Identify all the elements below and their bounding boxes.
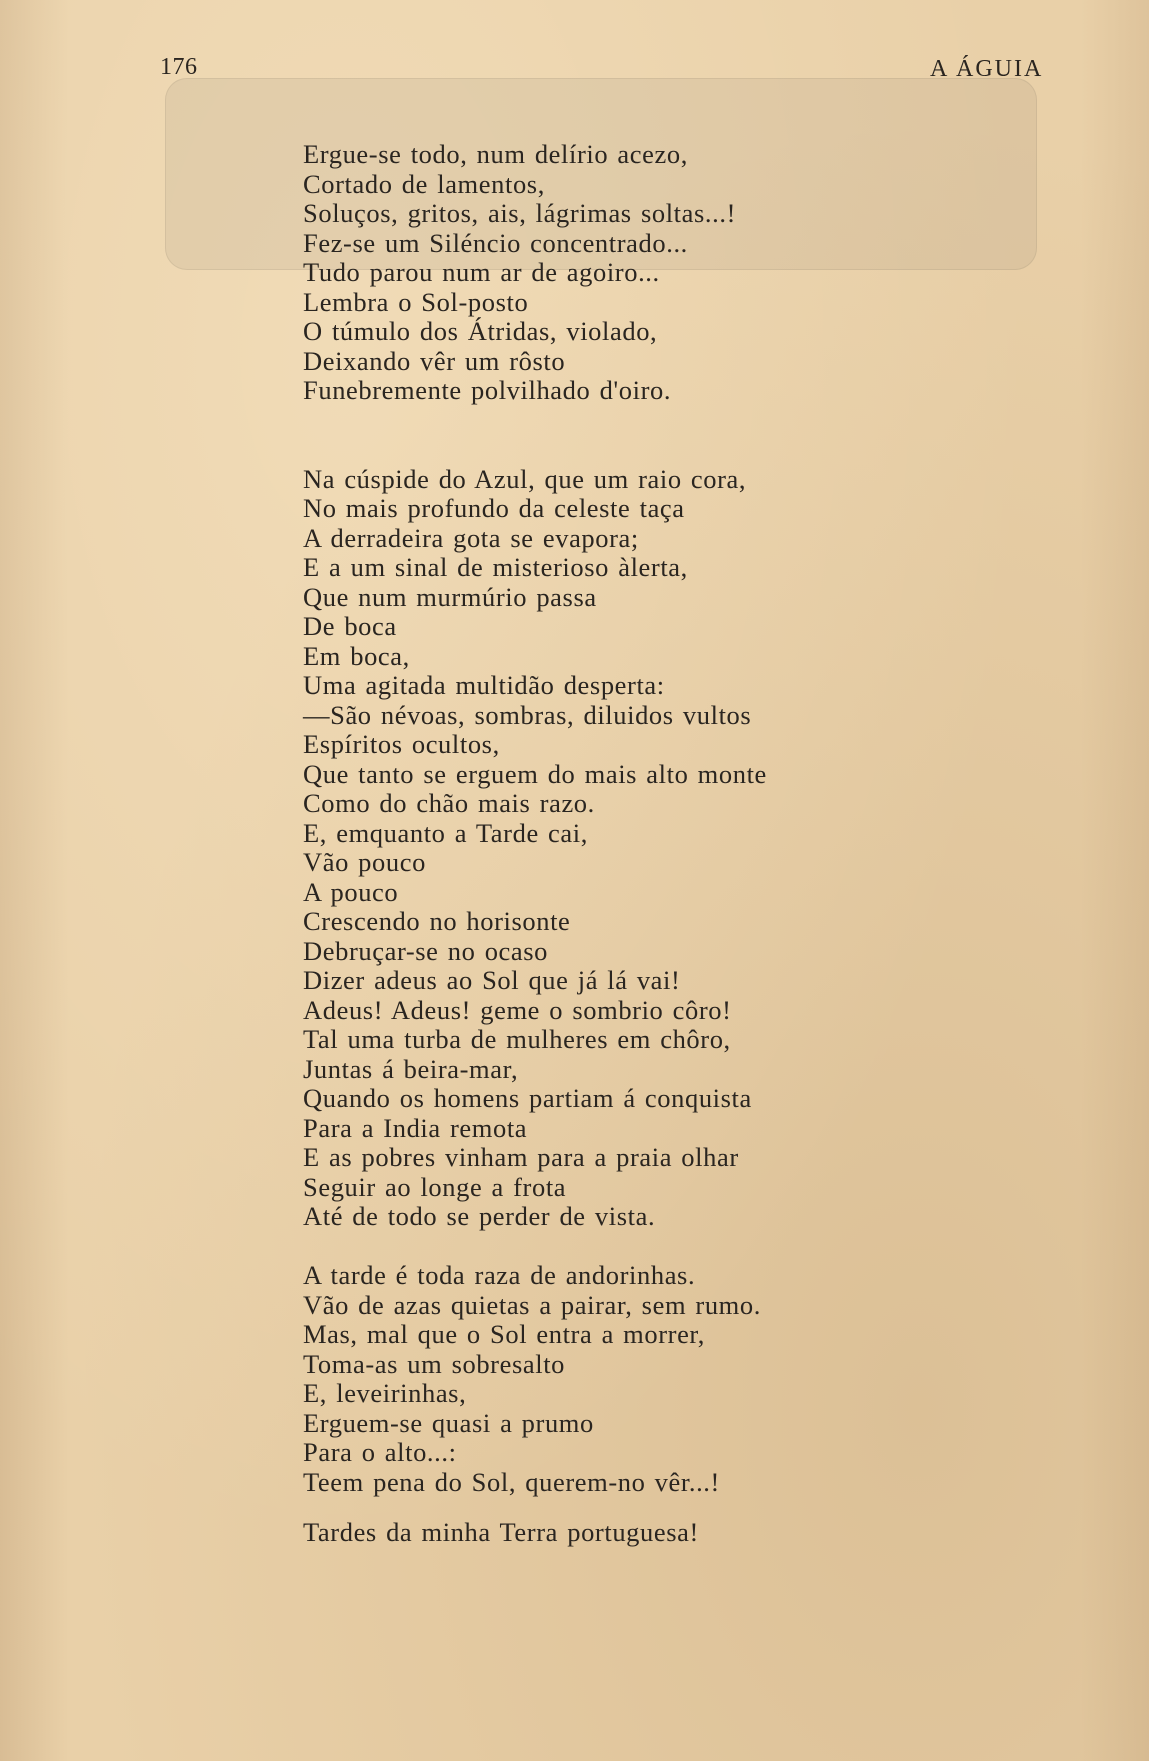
verse-line: Adeus! Adeus! geme o sombrio côro! bbox=[303, 994, 732, 1025]
verse-line: Para o alto...: bbox=[303, 1437, 457, 1467]
verse-line: Para a India remota bbox=[303, 1112, 528, 1143]
verse-line: Vão pouco bbox=[303, 847, 426, 877]
running-head-title: A ÁGUIA bbox=[930, 56, 1044, 82]
verse-line: Tal uma turba de mulheres em chôro, bbox=[303, 1024, 731, 1054]
verse-line: Cortado de lamentos, bbox=[303, 168, 545, 199]
verse-line: Debruçar-se no ocaso bbox=[303, 935, 549, 966]
verse-line: Tardes da minha Terra portuguesa! bbox=[303, 1517, 699, 1547]
stanza bbox=[303, 1518, 1023, 1548]
verse-line: A pouco bbox=[303, 876, 399, 907]
verse-line: No mais profundo da celeste taça bbox=[303, 493, 685, 523]
page-number: 176 bbox=[160, 54, 198, 80]
verse-line: Tudo parou num ar de agoiro... bbox=[303, 257, 660, 287]
verse-line: Soluços, gritos, ais, lágrimas soltas...! bbox=[303, 198, 737, 228]
verse-line: Dizer adeus ao Sol que já lá vai! bbox=[303, 965, 681, 995]
stanza bbox=[303, 140, 1023, 406]
verse-line: Lembra o Sol-posto bbox=[303, 286, 529, 317]
verse-line: Funebremente polvilhado d'oiro. bbox=[303, 375, 672, 405]
verse-line: Deixando vêr um rôsto bbox=[303, 345, 566, 376]
stanza bbox=[303, 465, 1023, 1232]
verse-line: Que tanto se erguem do mais alto monte bbox=[303, 758, 767, 789]
verse-line: Até de todo se perder de vista. bbox=[303, 1201, 656, 1231]
stanza bbox=[303, 1261, 1023, 1497]
verse-line: Como do chão mais razo. bbox=[303, 788, 595, 818]
verse-line: E as pobres vinham para a praia olhar bbox=[303, 1142, 739, 1172]
verse-line: Crescendo no horisonte bbox=[303, 906, 571, 936]
verse-line: A tarde é toda raza de andorinhas. bbox=[303, 1260, 696, 1290]
verse-line: Uma agitada multidão desperta: bbox=[303, 670, 665, 700]
poem-text bbox=[303, 140, 1023, 1548]
verse-line: Em boca, bbox=[303, 640, 410, 671]
verse-line: Juntas á beira-mar, bbox=[303, 1053, 519, 1084]
verse-line: E, leveirinhas, bbox=[303, 1378, 467, 1408]
verse-line: Na cúspide do Azul, que um raio cora, bbox=[303, 463, 747, 494]
verse-line: Vão de azas quietas a pairar, sem rumo. bbox=[303, 1289, 761, 1320]
verse-line: De boca bbox=[303, 611, 397, 641]
verse-line: Fez-se um Siléncio concentrado... bbox=[303, 227, 688, 258]
verse-line: Espíritos ocultos, bbox=[303, 729, 500, 759]
verse-line: Mas, mal que o Sol entra a morrer, bbox=[303, 1319, 706, 1349]
verse-line: Toma-as um sobresalto bbox=[303, 1348, 566, 1379]
verse-line: Erguem-se quasi a prumo bbox=[303, 1407, 594, 1438]
verse-line: Teem pena do Sol, querem-no vêr...! bbox=[303, 1466, 720, 1497]
verse-line: Quando os homens partiam á conquista bbox=[303, 1083, 752, 1113]
verse-line: —São névoas, sombras, diluidos vultos bbox=[303, 699, 752, 730]
verse-line: E, emquanto a Tarde cai, bbox=[303, 817, 588, 848]
verse-line: Ergue-se todo, num delírio acezo, bbox=[303, 139, 688, 169]
verse-line: Que num murmúrio passa bbox=[303, 581, 597, 612]
verse-line: E a um sinal de misterioso àlerta, bbox=[303, 552, 688, 582]
verse-line: A derradeira gota se evapora; bbox=[303, 522, 639, 553]
verse-line: O túmulo dos Átridas, violado, bbox=[303, 316, 658, 346]
verse-line: Seguir ao longe a frota bbox=[303, 1171, 567, 1202]
